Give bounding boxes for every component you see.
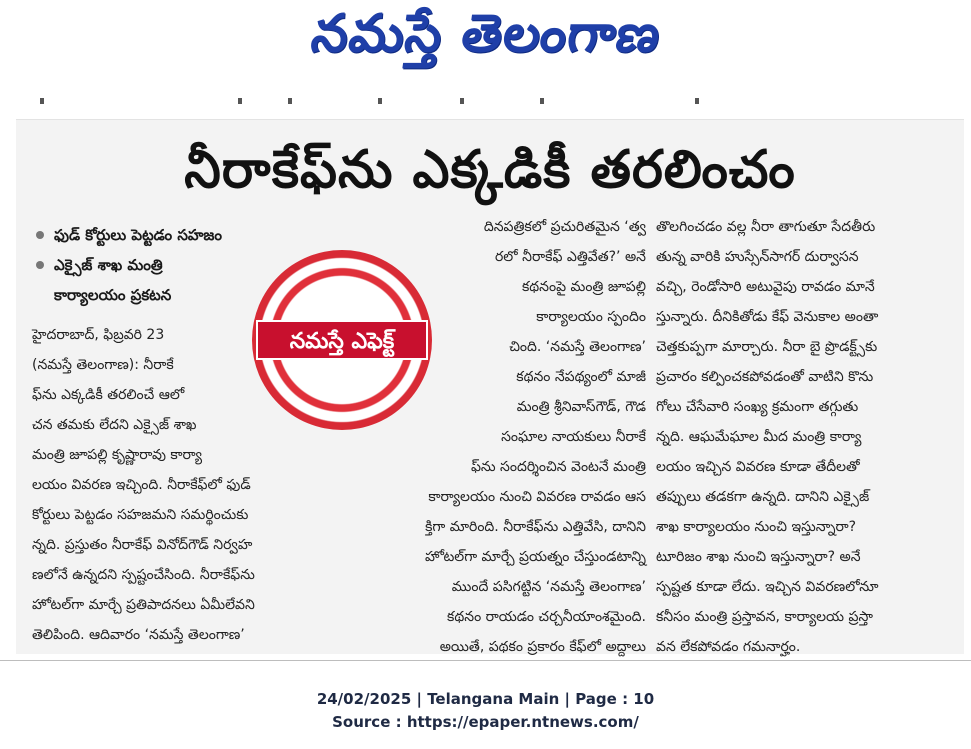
article-column-3 — [656, 212, 956, 662]
footer-divider — [0, 660, 971, 661]
text-line: కార్యాలయం నుంచి వివరణ రావడం ఆస — [428, 489, 646, 505]
text-line: టూరిజం శాఖ నుంచి ఇస్తున్నారా? అనే — [656, 549, 861, 565]
text-line: తెలిపింది. ఆదివారం ‘నమస్తే తెలంగాణ’ — [32, 627, 245, 643]
text-line: తప్పులు తడకగా ఉన్నది. దానిని ఎక్సైజ్ — [656, 489, 870, 505]
text-line: హోటల్‌గా మార్చే ప్రతిపాదనలు ఏమీలేవని — [32, 597, 255, 613]
text-line: కోర్టులు పెట్టడం సహజమని సమర్థించుకు — [32, 507, 249, 523]
bullet-text: ఎక్సైజ్ శాఖ మంత్రి — [54, 256, 163, 274]
text-line: హైదరాబాద్, ఫిబ్రవరి 23 — [32, 327, 165, 343]
article-column-2 — [346, 212, 646, 662]
text-line: క్తిగా మారింది. నీరాకేఫ్‌ను ఎత్తివేసి, దానిని — [425, 519, 646, 535]
footer-source: Source : https://epaper.ntnews.com/ — [332, 713, 639, 731]
text-line: స్పష్టత కూడా లేదు. ఇచ్చిన వివరణలోనూ — [656, 579, 879, 595]
text-line: ఫ్‌ను సందర్శించిన వెంటనే మంత్రి — [470, 459, 646, 475]
bullet-item — [36, 250, 316, 280]
text-line: సంఘాల నాయకులు నీరాకే — [501, 429, 646, 445]
text-line: ణలోనే ఉన్నదని స్పష్టంచేసింది. నీరాకేఫ్‌ను — [32, 567, 255, 583]
text-line: స్తున్నారు. దీనికితోడు కేఫ్ వెనుకాల అంతా — [656, 309, 879, 325]
text-line: అయితే, పథకం ప్రకారం కేఫ్‌లో అద్దాలు — [439, 639, 646, 655]
text-line: ముందే పసిగట్టిన ‘నమస్తే తెలంగాణ’ — [451, 579, 646, 595]
text-line: కనీసం మంత్రి ప్రస్తావన, కార్యాలయ ప్రస్తా — [656, 609, 873, 625]
text-line: చింది. ‘నమస్తే తెలంగాణ’ — [509, 339, 646, 355]
text-line: న్నది. ప్రస్తుతం నీరాకేఫ్ వినోద్‌గౌడ్ నిర్వహ — [32, 537, 253, 553]
text-line: కథనం నేపథ్యంలో మాజీ — [516, 369, 646, 385]
text-line: న్నది. ఆఘమేఘాల మీద మంత్రి కార్యా — [656, 429, 862, 445]
article-headline: నీరాకేఫ్‌ను ఎక్కడికీ తరలించం — [184, 140, 796, 200]
masthead-title: నమస్తే తెలంగాణ — [307, 4, 665, 64]
text-line: రలో నీరాకేఫ్ ఎత్తివేత?’ అనే — [494, 249, 646, 265]
bullet-dot-icon — [36, 261, 44, 269]
text-line: చెత్తకుప్పగా మార్చారు. నీరా బై ప్రొడక్ట్స్‌కు — [656, 339, 878, 355]
text-line: వన లేకపోవడం గమనార్హం. — [656, 639, 801, 655]
bullet-text: ఫుడ్ కోర్టులు పెట్టడం సహజం — [54, 226, 222, 244]
text-line: తొలగించడం వల్ల నీరా తాగుతూ సేదతీరు — [656, 219, 876, 235]
text-line: చన తమకు లేదని ఎక్సైజ్ శాఖ — [32, 417, 197, 433]
text-line: కథనంపై మంత్రి జూపల్లి — [521, 279, 646, 295]
bullet-item — [36, 220, 316, 250]
text-line: గోలు చేసేవారి సంఖ్య క్రమంగా తగ్గుతు — [656, 399, 859, 415]
bullet-dot-icon — [36, 231, 44, 239]
article-column-1 — [32, 320, 332, 650]
text-line: తున్న వారికి హుస్సేన్‌సాగర్ దుర్వాసన — [656, 249, 859, 265]
text-line: దినపత్రికలో ప్రచురితమైన ‘త్వ — [483, 219, 646, 235]
text-line: హోటల్‌గా మార్చే ప్రయత్నం చేస్తుండటాన్ని — [424, 549, 646, 565]
crop-marks — [40, 98, 720, 106]
text-line: (నమస్తే తెలంగాణ): నీరాకే — [32, 357, 174, 373]
text-line: కథనం రాయడం చర్చనీయాంశమైంది. — [447, 609, 646, 625]
masthead — [0, 0, 971, 78]
bullet-text: కార్యాలయం ప్రకటన — [54, 286, 172, 304]
footer-date-page: 24/02/2025 | Telangana Main | Page : 10 — [316, 690, 655, 708]
text-line: శాఖ కార్యాలయం నుంచి ఇస్తున్నారా? — [656, 519, 856, 535]
stamp-label: నమస్తే ఎఫెక్ట్ — [256, 320, 428, 360]
text-line: ప్రచారం కల్పించకపోవడంతో వాటిని కొను — [656, 369, 874, 385]
text-line: లయం వివరణ ఇచ్చింది. నీరాకేఫ్‌లో ఫుడ్ — [32, 477, 251, 493]
text-line: లయం ఇచ్చిన వివరణ కూడా తేదీలతో — [656, 459, 860, 475]
text-line: మంత్రి శ్రీనివాస్‌గౌడ్, గౌడ — [516, 399, 646, 415]
text-line: ఫ్‌ను ఎక్కడికీ తరలించే ఆలో — [32, 387, 185, 403]
text-line: కార్యాలయం స్పందిం — [536, 309, 646, 325]
article-clipping — [16, 119, 964, 654]
text-line: మంత్రి జూపల్లి కృష్ణారావు కార్యా — [32, 447, 203, 463]
text-line: వచ్చి, రెండోసారి అటువైపు రావడం మానే — [656, 279, 875, 295]
